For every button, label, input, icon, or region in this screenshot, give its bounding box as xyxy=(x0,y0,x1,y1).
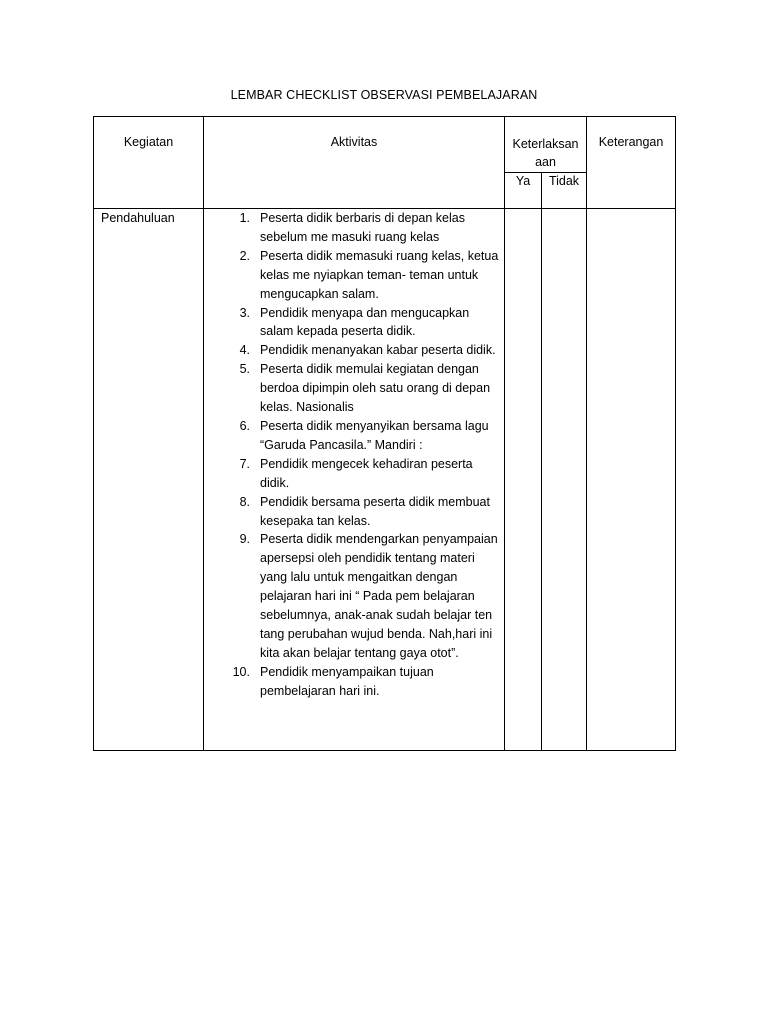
page-title: LEMBAR CHECKLIST OBSERVASI PEMBELAJARAN xyxy=(230,88,538,102)
kegiatan-cell: Pendahuluan xyxy=(94,209,204,751)
list-item-number: 2. xyxy=(239,248,250,263)
list-item-text: Pendidik bersama peserta didik membuat kesepaka tan kelas. xyxy=(260,494,490,528)
list-item-number: 4. xyxy=(239,343,250,358)
checklist-table xyxy=(93,116,676,751)
list-item-text: Pendidik mengecek kehadiran peserta didik. xyxy=(260,456,473,490)
list-item xyxy=(204,663,500,701)
list-item-text: Pendidik menyapa dan mengucapkan salam kepada peserta didik. xyxy=(260,305,470,339)
list-item-number: 6. xyxy=(239,418,250,433)
header-ya: Ya xyxy=(505,173,542,209)
list-item xyxy=(204,455,500,493)
header-keterangan: Keterangan xyxy=(587,117,676,209)
header-kegiatan: Kegiatan xyxy=(94,117,204,209)
list-item xyxy=(204,530,500,662)
keterangan-cell[interactable] xyxy=(587,209,676,751)
list-item xyxy=(204,493,500,531)
list-item-text: Peserta didik berbaris di depan kelas sebelum me masuki ruang kelas xyxy=(260,211,465,244)
list-item xyxy=(204,247,500,304)
table-row xyxy=(94,209,676,751)
list-item-number: 10. xyxy=(232,664,250,679)
ya-cell[interactable] xyxy=(505,209,542,751)
list-item-number: 3. xyxy=(239,305,250,320)
list-item-text: Peserta didik mendengarkan penyampaian apersepsi oleh pendidik tentang materi yang lalu untuk mengaitkan dengan pelajaran hari ini “ Pada pem belajaran sebelumnya, anak-anak sudah belajar ten tang perubahan wujud benda. Nah,hari ini kita akan belajar tentang gaya otot”. xyxy=(260,532,498,660)
header-keterlaksanaan-line1: Keterlaksan xyxy=(512,137,579,151)
list-item-number: 1. xyxy=(239,211,250,225)
list-item-text: Peserta didik menyanyikan bersama lagu “Garuda Pancasila.” Mandiri : xyxy=(260,418,489,452)
list-item-number: 9. xyxy=(239,532,250,547)
list-item xyxy=(204,360,500,417)
header-row xyxy=(94,117,676,173)
list-item-text: Pendidik menyampaikan tujuan pembelajaran hari ini. xyxy=(260,664,434,698)
header-aktivitas: Aktivitas xyxy=(204,117,505,209)
activity-list xyxy=(204,209,504,701)
header-tidak: Tidak xyxy=(542,173,587,209)
list-item xyxy=(204,304,500,342)
list-item-number: 8. xyxy=(239,494,250,509)
header-keterlaksanaan xyxy=(505,117,587,173)
list-item xyxy=(204,209,500,247)
list-item-text: Peserta didik memasuki ruang kelas, ketua kelas me nyiapkan teman- teman untuk mengucapkan salam. xyxy=(260,248,499,301)
list-item-number: 5. xyxy=(239,362,250,377)
list-item xyxy=(204,417,500,455)
aktivitas-cell xyxy=(204,209,505,751)
tidak-cell[interactable] xyxy=(542,209,587,751)
list-item-text: Peserta didik memulai kegiatan dengan berdoa dipimpin oleh satu orang di depan kelas. Nasionalis xyxy=(260,362,491,415)
list-item xyxy=(204,341,500,360)
header-keterlaksanaan-line2: aan xyxy=(535,155,556,169)
list-item-text: Pendidik menanyakan kabar peserta didik. xyxy=(260,343,496,358)
list-item-number: 7. xyxy=(239,456,250,471)
